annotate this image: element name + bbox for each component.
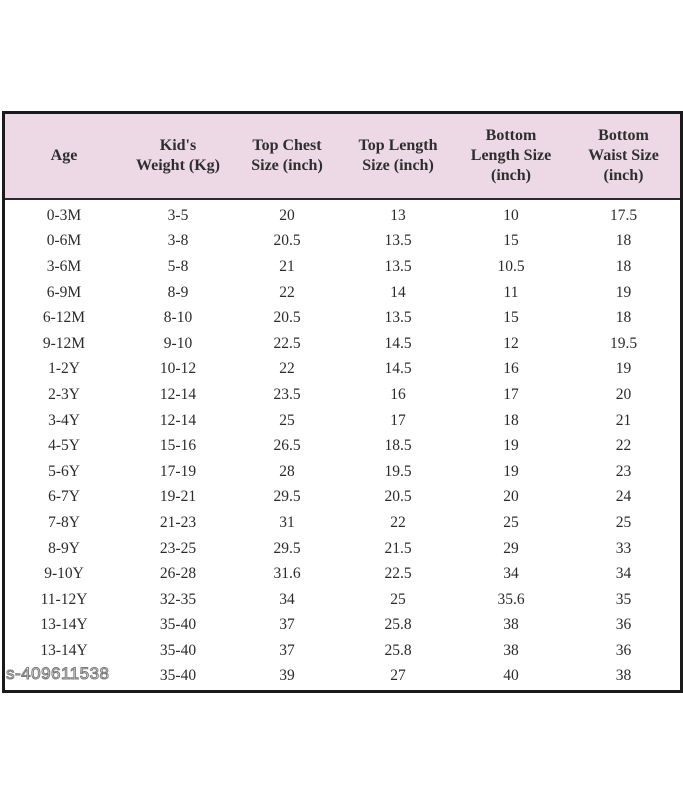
cell-age: 11-12Y xyxy=(40,590,88,608)
cell-weight: 9-10 xyxy=(163,334,193,352)
size-chart xyxy=(2,111,683,693)
cell-age: 9-10Y xyxy=(44,565,84,583)
cell-age: 6-7Y xyxy=(48,488,80,506)
cell-top-length: 16 xyxy=(390,385,406,403)
cell-top-chest: 21 xyxy=(279,257,295,275)
table-body xyxy=(5,200,680,689)
table-row xyxy=(5,280,680,306)
cell-top-length: 22 xyxy=(390,513,406,531)
cell-age: 0-6M xyxy=(46,232,82,250)
cell-top-chest: 22 xyxy=(279,283,295,301)
cell-bottom-waist: 25 xyxy=(615,513,632,531)
watermark-text: s-409611538 xyxy=(6,664,110,683)
cell-bottom-waist: 18 xyxy=(615,257,632,275)
table-row xyxy=(5,433,680,459)
cell-top-length: 13.5 xyxy=(384,309,412,327)
table-row xyxy=(5,536,680,562)
cell-bottom-waist: 18 xyxy=(615,309,632,327)
header-top-length: Top Length Size (inch) xyxy=(358,137,438,174)
cell-top-chest: 29.5 xyxy=(273,488,301,506)
cell-bottom-waist: 18 xyxy=(615,232,632,250)
table-row xyxy=(5,587,680,613)
cell-bottom-length: 34 xyxy=(503,565,519,583)
cell-bottom-length: 19 xyxy=(503,437,519,455)
cell-bottom-waist: 21 xyxy=(615,411,632,429)
cell-top-chest: 20 xyxy=(279,206,295,224)
cell-weight: 35-40 xyxy=(159,641,197,659)
table-row xyxy=(5,408,680,434)
cell-top-chest: 37 xyxy=(279,641,295,659)
cell-top-chest: 39 xyxy=(279,667,295,685)
cell-top-length: 21.5 xyxy=(384,539,412,557)
cell-weight: 19-21 xyxy=(159,488,197,506)
cell-bottom-waist: 33 xyxy=(615,539,632,557)
cell-age: 6-12M xyxy=(42,309,86,327)
cell-weight: 17-19 xyxy=(159,462,197,480)
cell-age: 3-6M xyxy=(46,257,82,275)
cell-top-length: 25.8 xyxy=(384,616,412,634)
cell-top-chest: 20.5 xyxy=(273,232,301,250)
cell-age: 6-9M xyxy=(46,283,82,301)
header-bottom-length: Bottom Length Size (inch) xyxy=(470,127,552,184)
cell-bottom-waist: 35 xyxy=(615,590,632,608)
cell-bottom-waist: 20 xyxy=(615,385,632,403)
cell-top-chest: 22.5 xyxy=(273,334,301,352)
cell-top-chest: 34 xyxy=(279,590,295,608)
cell-bottom-length: 29 xyxy=(503,539,519,557)
cell-weight: 23-25 xyxy=(159,539,197,557)
cell-top-length: 14.5 xyxy=(384,360,412,378)
cell-bottom-length: 20 xyxy=(503,488,519,506)
table-row xyxy=(5,664,680,690)
cell-top-chest: 26.5 xyxy=(273,437,301,455)
cell-bottom-length: 25 xyxy=(503,513,519,531)
table-row xyxy=(5,638,680,664)
cell-weight: 26-28 xyxy=(159,565,197,583)
cell-weight: 12-14 xyxy=(159,385,197,403)
cell-top-chest: 23.5 xyxy=(273,385,301,403)
cell-top-length: 13 xyxy=(390,206,406,224)
cell-weight: 21-23 xyxy=(159,513,197,531)
cell-top-length: 19.5 xyxy=(384,462,412,480)
cell-weight: 15-16 xyxy=(159,437,197,455)
cell-top-length: 22.5 xyxy=(384,565,412,583)
cell-top-length: 13.5 xyxy=(384,232,412,250)
cell-top-chest: 31.6 xyxy=(273,565,301,583)
cell-bottom-length: 15 xyxy=(503,309,519,327)
cell-age: 13-14Y xyxy=(40,641,88,659)
cell-top-length: 13.5 xyxy=(384,257,412,275)
cell-top-chest: 37 xyxy=(279,616,295,634)
cell-top-chest: 29.5 xyxy=(273,539,301,557)
cell-age: 0-3M xyxy=(46,206,82,224)
cell-weight: 3-8 xyxy=(167,232,189,250)
cell-age: 1-2Y xyxy=(48,360,80,378)
cell-weight: 8-10 xyxy=(163,309,193,327)
cell-bottom-waist: 22 xyxy=(615,437,632,455)
table-row xyxy=(5,510,680,536)
header-age: Age xyxy=(50,147,78,164)
cell-bottom-length: 38 xyxy=(503,641,519,659)
cell-bottom-waist: 34 xyxy=(615,565,632,583)
table-row xyxy=(5,382,680,408)
cell-top-chest: 28 xyxy=(279,462,295,480)
cell-bottom-waist: 24 xyxy=(615,488,632,506)
table-row xyxy=(5,203,680,229)
cell-weight: 8-9 xyxy=(167,283,189,301)
cell-bottom-waist: 36 xyxy=(615,616,632,634)
cell-bottom-length: 10 xyxy=(503,206,519,224)
cell-bottom-waist: 19.5 xyxy=(609,334,638,352)
cell-bottom-waist: 38 xyxy=(615,667,632,685)
cell-age: 7-8Y xyxy=(48,513,80,531)
cell-bottom-waist: 19 xyxy=(615,283,632,301)
cell-weight: 35-40 xyxy=(159,616,197,634)
cell-age: 8-9Y xyxy=(48,539,80,557)
header-weight: Kid's Weight (Kg) xyxy=(136,137,220,174)
cell-bottom-length: 11 xyxy=(503,283,519,301)
cell-age: 3-4Y xyxy=(48,411,80,429)
cell-top-chest: 31 xyxy=(279,513,295,531)
cell-weight: 10-12 xyxy=(159,360,197,378)
cell-top-length: 14 xyxy=(390,283,406,301)
table-row xyxy=(5,613,680,639)
cell-top-chest: 20.5 xyxy=(273,309,301,327)
cell-bottom-length: 12 xyxy=(503,334,519,352)
cell-top-length: 20.5 xyxy=(384,488,412,506)
cell-weight: 12-14 xyxy=(159,411,197,429)
cell-top-chest: 22 xyxy=(279,360,295,378)
header-top-chest: Top Chest Size (inch) xyxy=(251,137,323,174)
cell-top-length: 18.5 xyxy=(384,437,412,455)
cell-bottom-length: 15 xyxy=(503,232,519,250)
cell-bottom-waist: 36 xyxy=(615,641,632,659)
cell-bottom-waist: 17.5 xyxy=(609,206,638,224)
table-row xyxy=(5,357,680,383)
cell-bottom-length: 10.5 xyxy=(497,257,525,275)
header-bottom-waist: Bottom Waist Size (inch) xyxy=(588,127,659,184)
cell-bottom-waist: 19 xyxy=(615,360,632,378)
table-header xyxy=(5,114,680,200)
cell-bottom-waist: 23 xyxy=(615,462,632,480)
cell-bottom-length: 40 xyxy=(503,667,519,685)
cell-top-length: 25 xyxy=(390,590,406,608)
cell-bottom-length: 35.6 xyxy=(497,590,525,608)
cell-bottom-length: 38 xyxy=(503,616,519,634)
table-row xyxy=(5,305,680,331)
cell-top-chest: 25 xyxy=(279,411,295,429)
cell-age: 9-12M xyxy=(42,334,86,352)
cell-weight: 32-35 xyxy=(159,590,197,608)
cell-top-length: 27 xyxy=(390,667,406,685)
cell-age: 4-5Y xyxy=(48,437,80,455)
cell-bottom-length: 18 xyxy=(503,411,519,429)
table-row xyxy=(5,459,680,485)
table-row xyxy=(5,254,680,280)
cell-top-length: 25.8 xyxy=(384,641,412,659)
cell-age: 13-14Y xyxy=(40,616,88,634)
table-row xyxy=(5,485,680,511)
cell-bottom-length: 19 xyxy=(503,462,519,480)
cell-bottom-length: 17 xyxy=(503,385,519,403)
table-row xyxy=(5,331,680,357)
table-row xyxy=(5,229,680,255)
cell-top-length: 14.5 xyxy=(384,334,412,352)
cell-age: 2-3Y xyxy=(48,385,80,403)
cell-weight: 5-8 xyxy=(167,257,189,275)
cell-age: 5-6Y xyxy=(48,462,80,480)
cell-bottom-length: 16 xyxy=(503,360,519,378)
cell-weight: 3-5 xyxy=(167,206,189,224)
cell-weight: 35-40 xyxy=(159,667,197,685)
table-row xyxy=(5,561,680,587)
cell-top-length: 17 xyxy=(390,411,406,429)
